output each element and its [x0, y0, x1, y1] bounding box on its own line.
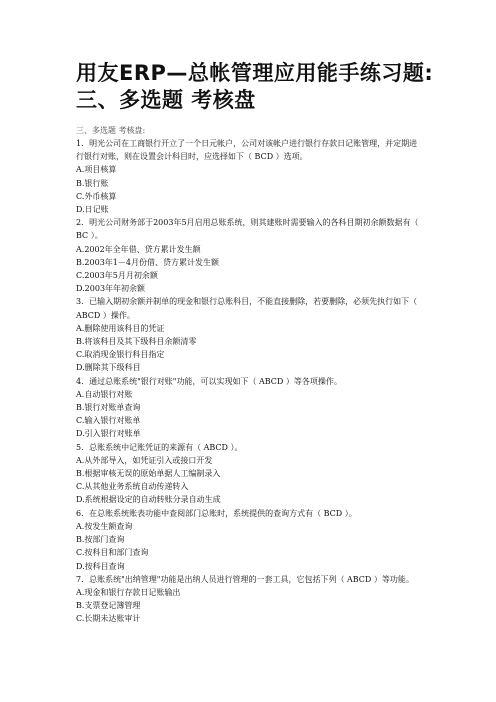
option-item: D.按科目查询 — [76, 561, 125, 571]
option-item: C.2003年5月月初余额 — [76, 271, 158, 281]
question-text: 2．明光公司财务部于2003年5月启用总账系统，则其建账时需要输入的各科目期初余额数据有（ BC ）。 — [76, 218, 419, 241]
option-item: D.引入银行对账单 — [76, 429, 141, 439]
option-item: D.删除其下级科目 — [76, 363, 141, 373]
option-item: D.2003年年初余额 — [76, 284, 146, 294]
question-text: 6．在总账系统账表功能中查阅部门总账时，系统提供的查询方式有（ BCD ）。 — [76, 508, 357, 518]
option-item: B.将该科目及其下级科目余额清零 — [76, 337, 197, 347]
option-item: C.输入银行对账单 — [76, 416, 141, 426]
option-item: C.从其他业务系统自动传递转入 — [76, 482, 189, 492]
option-item: D.系统根据设定的自动转账分录自动生成 — [76, 495, 221, 505]
option-item: D.日记账 — [76, 205, 109, 215]
option-item: C.长期未达账审计 — [76, 614, 141, 624]
question-list — [76, 137, 422, 626]
section-heading: 三、多选题 考核盘: — [76, 126, 146, 135]
option-item: C.外币核算 — [76, 191, 117, 201]
option-item: B.根据审核无误的原始单据人工编制录入 — [76, 469, 221, 479]
option-item: C.按科目和部门查询 — [76, 548, 149, 558]
option-item: B.银行账 — [76, 178, 109, 188]
document-title — [76, 60, 436, 114]
title-line-2: 三、多选题 考核盘 — [76, 88, 256, 112]
option-item: A.从外部导入，如凭证引入或接口开发 — [76, 455, 213, 465]
question-text: 4．通过总账系统"银行对账"功能，可以实现如下（ ABCD ）等各项操作。 — [76, 376, 342, 386]
option-item: B.支票登记簿管理 — [76, 601, 141, 611]
question-text: 5．总账系统中记账凭证的来源有（ ABCD ）。 — [76, 442, 243, 452]
question-text: 7．总账系统"出纳管理"功能是出纳人员进行管理的一套工具，它包括下列（ ABCD ）等功能。 — [76, 574, 414, 584]
option-item: A.删除使用该科目的凭证 — [76, 323, 165, 333]
option-item: A.2002年全年借、贷方累计发生额 — [76, 244, 201, 254]
question-text: 1．明光公司在工商银行开立了一个日元帐户，公司对该帐户进行银行存款日记账管理，并定期进行银行对账，则在设置会计科目时，应选择如下（ BCD ）选项。 — [76, 139, 418, 162]
option-item: A.项目核算 — [76, 165, 117, 175]
option-item: A.按发生额查询 — [76, 521, 133, 531]
option-item: A.现金和银行存款日记账输出 — [76, 587, 181, 597]
option-item: A.自动银行对账 — [76, 389, 133, 399]
question-text: 3．已输入期初余额并制单的现金和银行总账科目，不能直接删除，若要删除，必须先执行如下（ ABCD ）操作。 — [76, 297, 418, 320]
option-item: B.2003年1－4月份借、贷方累计发生额 — [76, 257, 219, 267]
option-item: C.取消现金银行科目指定 — [76, 350, 165, 360]
option-item: B.按部门查询 — [76, 535, 125, 545]
title-line-1: 用友ERP—总帐管理应用能手练习题: — [76, 61, 434, 85]
option-item: B.银行对账单查询 — [76, 403, 141, 413]
